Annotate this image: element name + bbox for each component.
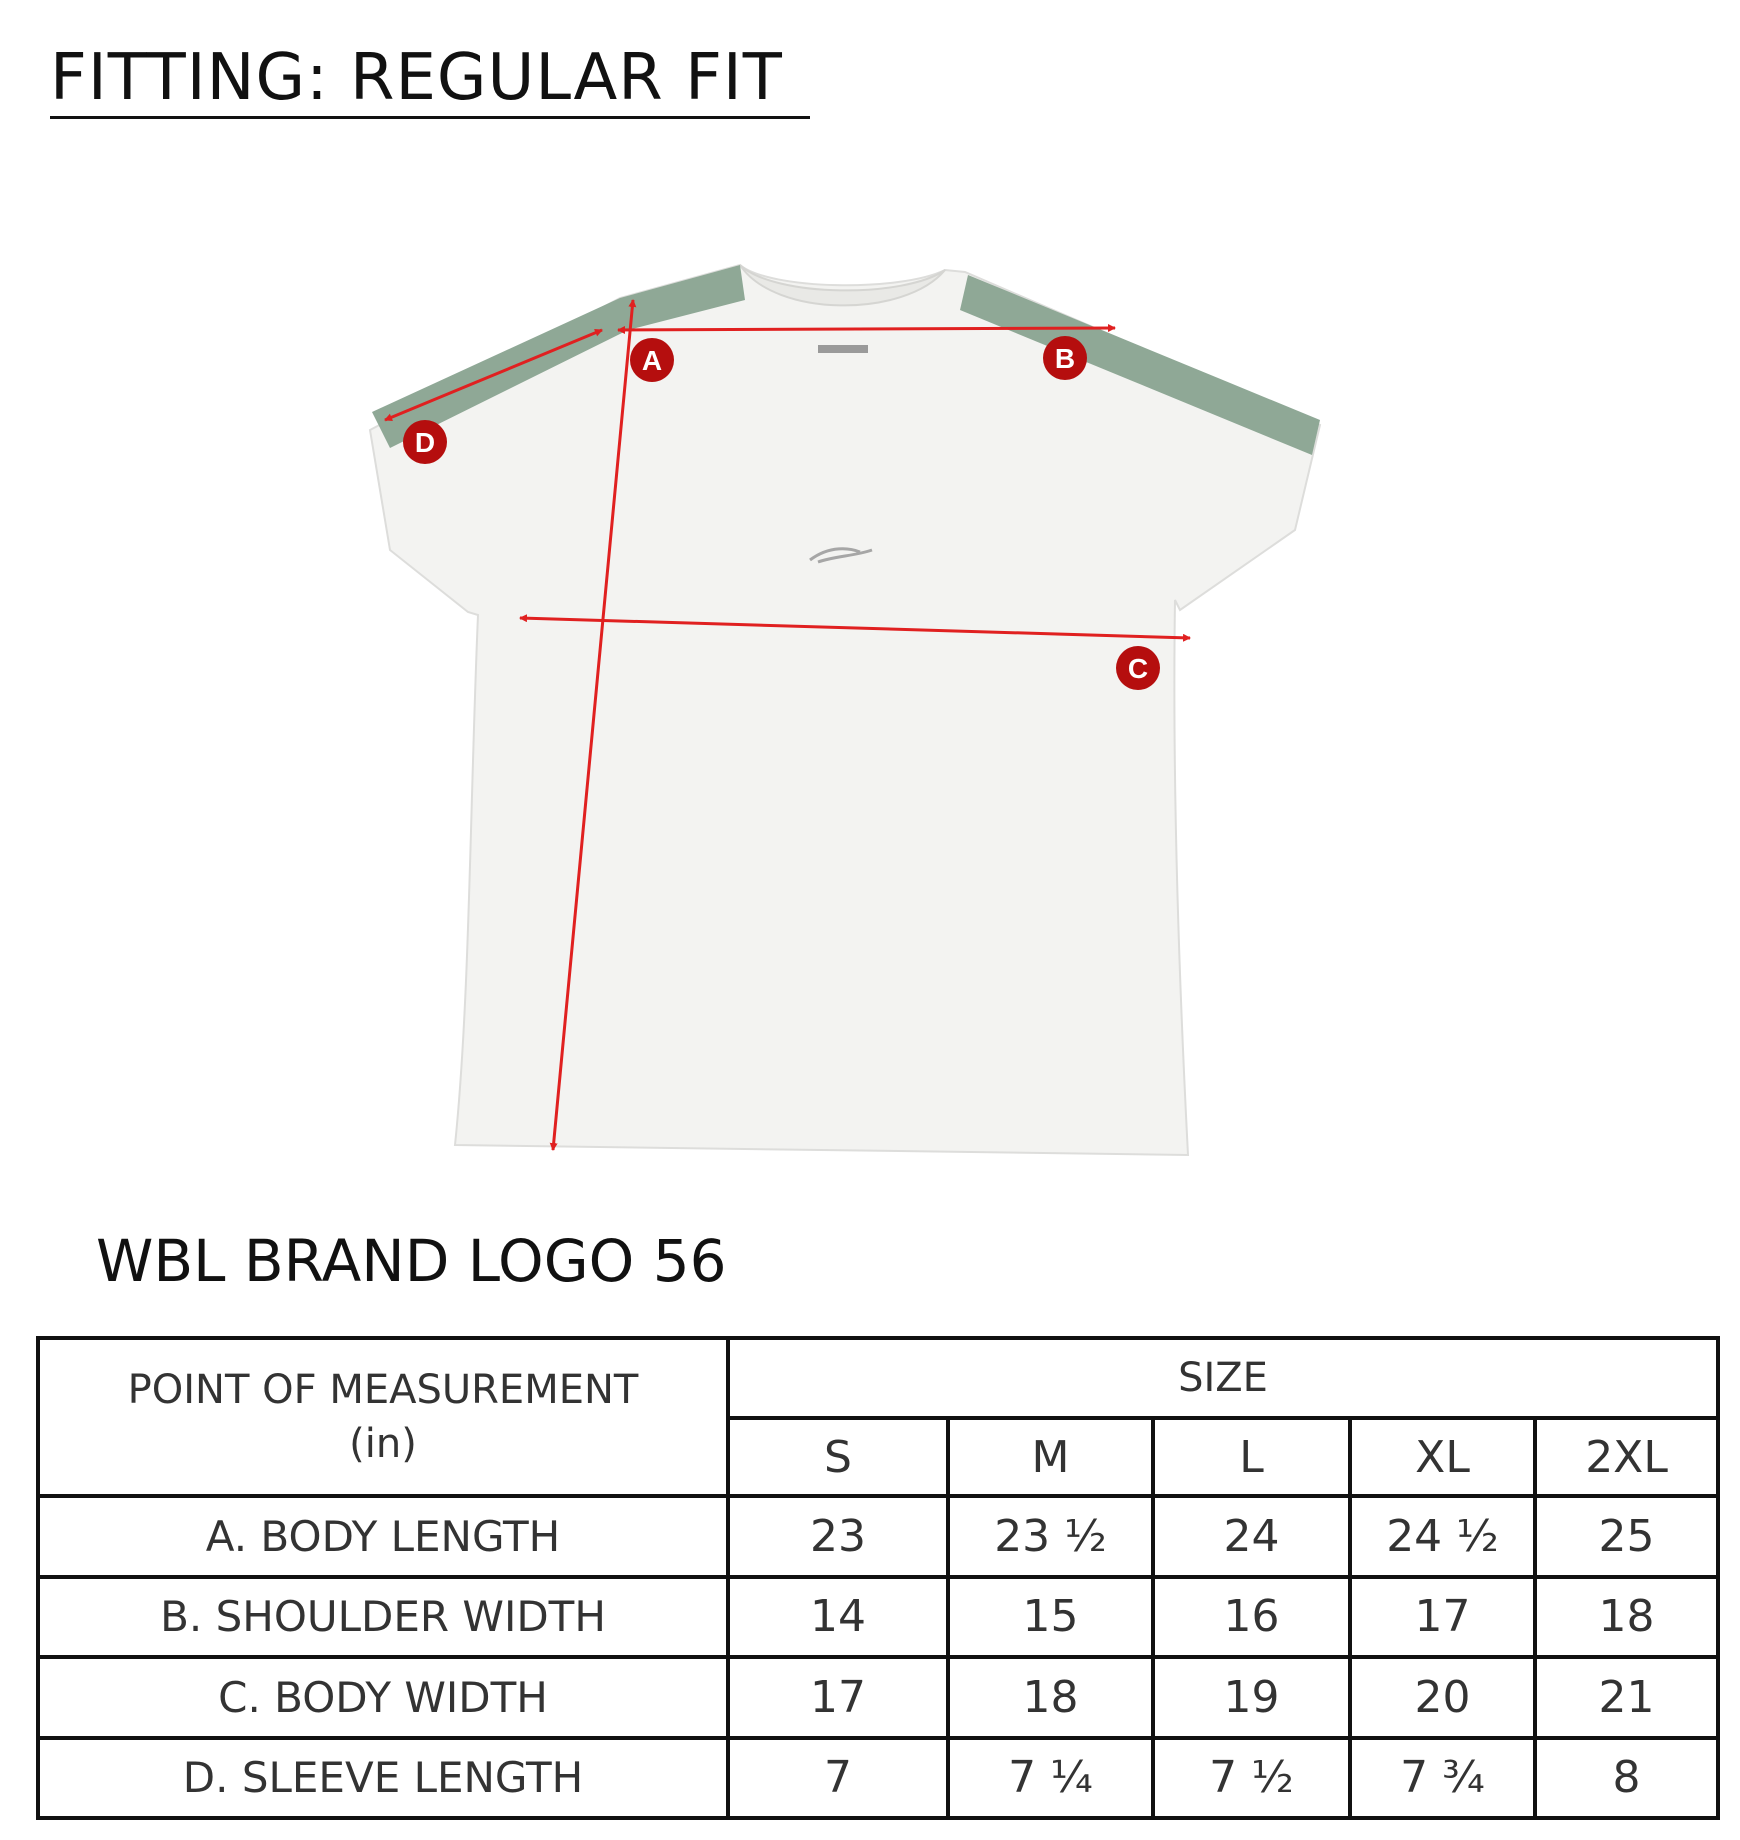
row-label-shoulder-width: B. SHOULDER WIDTH xyxy=(38,1577,728,1658)
size-col-xl: XL xyxy=(1350,1418,1535,1496)
callout-c-badge xyxy=(1116,646,1160,690)
callout-a-badge xyxy=(630,338,674,382)
table-cell: 21 xyxy=(1535,1657,1718,1738)
table-cell: 7 xyxy=(728,1738,948,1819)
table-cell: 18 xyxy=(1535,1577,1718,1658)
callout-b-badge xyxy=(1043,336,1087,380)
table-cell: 15 xyxy=(948,1577,1153,1658)
table-cell: 24 ½ xyxy=(1350,1496,1535,1577)
table-cell: 20 xyxy=(1350,1657,1535,1738)
table-cell: 7 ½ xyxy=(1153,1738,1350,1819)
size-header: SIZE xyxy=(728,1338,1718,1418)
title-underline xyxy=(50,116,810,119)
callout-a-label: A xyxy=(641,345,663,376)
table-cell: 7 ¼ xyxy=(948,1738,1153,1819)
table-cell: 24 xyxy=(1153,1496,1350,1577)
table-row xyxy=(38,1657,1718,1738)
table-cell: 23 ½ xyxy=(948,1496,1153,1577)
callout-d-label: D xyxy=(414,427,436,458)
table-row xyxy=(38,1496,1718,1577)
size-col-2xl: 2XL xyxy=(1535,1418,1718,1496)
table-cell: 8 xyxy=(1535,1738,1718,1819)
table-cell: 16 xyxy=(1153,1577,1350,1658)
callout-d-badge xyxy=(403,420,447,464)
table-cell: 17 xyxy=(1350,1577,1535,1658)
row-label-sleeve-length: D. SLEEVE LENGTH xyxy=(38,1738,728,1819)
neck-label xyxy=(818,345,868,353)
pom-header xyxy=(38,1338,728,1496)
size-chart-table xyxy=(36,1336,1720,1820)
table-cell: 17 xyxy=(728,1657,948,1738)
size-col-m: M xyxy=(948,1418,1153,1496)
table-row xyxy=(38,1738,1718,1819)
table-cell: 18 xyxy=(948,1657,1153,1738)
table-cell: 25 xyxy=(1535,1496,1718,1577)
pom-header-label: POINT OF MEASUREMENT xyxy=(127,1367,639,1413)
arrow-shoulder-width xyxy=(618,328,1115,330)
table-cell: 14 xyxy=(728,1577,948,1658)
row-label-body-width: C. BODY WIDTH xyxy=(38,1657,728,1738)
callout-b-label: B xyxy=(1054,343,1076,374)
brand-title: WBL BRAND LOGO 56 xyxy=(96,1227,727,1295)
table-row xyxy=(38,1577,1718,1658)
row-label-body-length: A. BODY LENGTH xyxy=(38,1496,728,1577)
size-col-l: L xyxy=(1153,1418,1350,1496)
callout-c-label: C xyxy=(1127,653,1149,684)
size-col-s: S xyxy=(728,1418,948,1496)
fitting-title: FITTING: REGULAR FIT xyxy=(50,41,783,115)
table-cell: 23 xyxy=(728,1496,948,1577)
tshirt-measurement-diagram xyxy=(350,240,1350,1160)
table-cell: 19 xyxy=(1153,1657,1350,1738)
table-cell: 7 ¾ xyxy=(1350,1738,1535,1819)
pom-header-unit: (in) xyxy=(349,1421,417,1467)
